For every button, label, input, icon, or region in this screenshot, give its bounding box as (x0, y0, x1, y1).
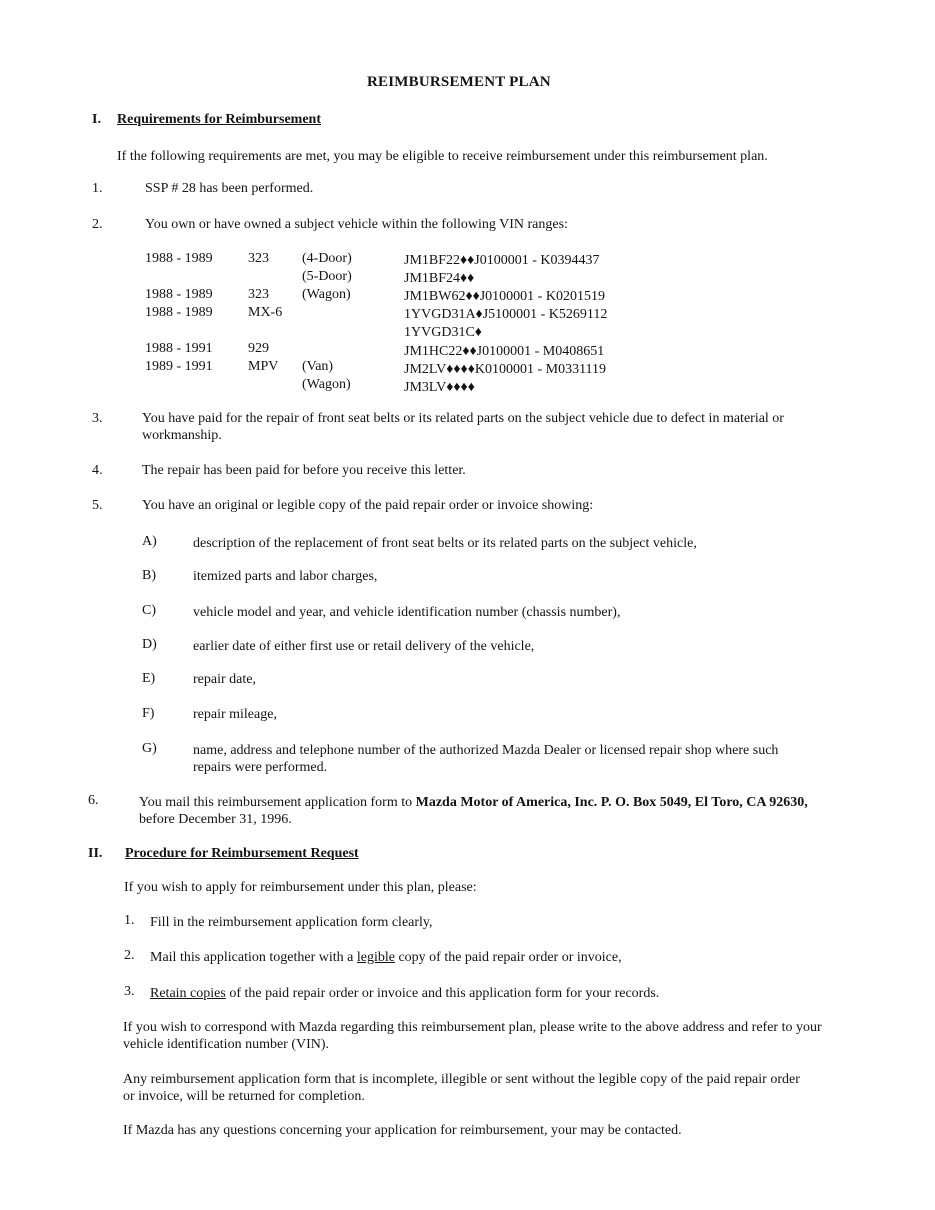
step-text (150, 914, 433, 931)
step-text-part: Mail this application together with a (150, 950, 357, 965)
mailing-address: Mazda Motor of America, Inc. P. O. Box 5049, El Toro, CA 92630, (415, 795, 808, 810)
vin-body: (Wagon) (302, 287, 351, 302)
vin-model: 323 (248, 251, 269, 266)
item-text: The repair has been paid for before you receive this letter. (142, 463, 466, 478)
item-number: 6. (88, 793, 99, 808)
subitem-label: G) (142, 741, 157, 756)
vin-range: JM1BF24♦♦ (404, 271, 475, 286)
vin-model: 323 (248, 287, 269, 302)
step-text-underlined: Retain copies (150, 986, 226, 1001)
item-6-text (139, 794, 819, 828)
item-number: 4. (92, 463, 103, 478)
subitem-text: repair mileage, (193, 707, 277, 722)
subitem-label: D) (142, 637, 157, 652)
vin-years: 1988 - 1989 (145, 305, 213, 320)
item-6-text-intro: You mail this reimbursement application form to (139, 795, 416, 810)
subitem-text: name, address and telephone number of the authorized Mazda Dealer or licensed repair shop where such repairs were performed. (193, 743, 779, 775)
step-number: 2. (124, 948, 135, 963)
item-number: 3. (92, 411, 103, 426)
vin-range: 1YVGD31A♦J5100001 - K5269112 (404, 307, 608, 322)
paragraph: Any reimbursement application form that is incomplete, illegible or sent without the legible copy of the paid repair order or invoice, will be returned for completion. (123, 1072, 800, 1104)
item-6-deadline: before December 31, 1996. (139, 812, 292, 827)
subitem-text: earlier date of either first use or retail delivery of the vehicle, (193, 639, 535, 654)
paragraph: If Mazda has any questions concerning your application for reimbursement, your may be contacted. (123, 1123, 682, 1138)
vin-years: 1988 - 1991 (145, 341, 213, 356)
step-text (150, 985, 659, 1002)
subitem-label: E) (142, 671, 156, 686)
section-1-intro: If the following requirements are met, you may be eligible to receive reimbursement under this reimbursement plan. (117, 149, 768, 164)
vin-range: JM1HC22♦♦J0100001 - M0408651 (404, 344, 605, 359)
subitem-label: A) (142, 534, 157, 549)
vin-body: (Wagon) (302, 377, 351, 392)
vin-range: JM2LV♦♦♦♦K0100001 - M0331119 (404, 362, 607, 377)
section-1-numeral: I. (92, 112, 101, 127)
step-text (150, 949, 622, 966)
subitem-label: C) (142, 603, 156, 618)
vin-model: 929 (248, 341, 269, 356)
step-text-part: of the paid repair order or invoice and this application form for your records. (225, 986, 660, 1001)
item-number: 5. (92, 498, 103, 513)
section-2-heading: Procedure for Reimbursement Request (125, 846, 359, 861)
page-title: REIMBURSEMENT PLAN (367, 74, 551, 90)
vin-range: 1YVGD31C♦ (404, 325, 482, 340)
item-number: 2. (92, 217, 103, 232)
vin-body: (4-Door) (302, 251, 352, 266)
section-2-numeral: II. (88, 846, 103, 861)
paragraph: If you wish to correspond with Mazda regarding this reimbursement plan, please write to the above address and refer to your vehicle identification number (VIN). (123, 1020, 822, 1052)
vin-model: MX-6 (248, 305, 283, 320)
vin-body: (5-Door) (302, 269, 352, 284)
vin-years: 1988 - 1989 (145, 251, 213, 266)
step-text-part: copy of the paid repair order or invoice, (394, 950, 622, 965)
step-number: 3. (124, 984, 135, 999)
vin-range: JM1BW62♦♦J0100001 - K0201519 (404, 289, 605, 304)
vin-years: 1989 - 1991 (145, 359, 213, 374)
subitem-label: B) (142, 568, 156, 583)
subitem-text: description of the replacement of front seat belts or its related parts on the subject vehicle, (193, 536, 697, 551)
item-text: You have an original or legible copy of the paid repair order or invoice showing: (142, 498, 594, 513)
vin-range: JM3LV♦♦♦♦ (404, 380, 475, 395)
subitem-label: F) (142, 706, 155, 721)
vin-range: JM1BF22♦♦J0100001 - K0394437 (404, 253, 600, 268)
section-1-heading: Requirements for Reimbursement (117, 112, 322, 127)
subitem-text: itemized parts and labor charges, (193, 569, 378, 584)
subitem-text: repair date, (193, 672, 256, 687)
step-text-part: Fill in the reimbursement application form clearly, (150, 915, 433, 930)
step-number: 1. (124, 913, 135, 928)
item-text: SSP # 28 has been performed. (145, 181, 314, 196)
section-2-intro: If you wish to apply for reimbursement under this plan, please: (124, 880, 477, 895)
step-text-underlined: legible (356, 950, 395, 965)
item-text: You own or have owned a subject vehicle within the following VIN ranges: (145, 217, 568, 232)
item-number: 1. (92, 181, 103, 196)
vin-years: 1988 - 1989 (145, 287, 213, 302)
vin-model: MPV (248, 359, 279, 374)
item-text: You have paid for the repair of front seat belts or its related parts on the subject vehicle due to defect in material or workmanship. (142, 411, 784, 443)
subitem-text: vehicle model and year, and vehicle identification number (chassis number), (193, 605, 621, 620)
vin-body: (Van) (302, 359, 334, 374)
